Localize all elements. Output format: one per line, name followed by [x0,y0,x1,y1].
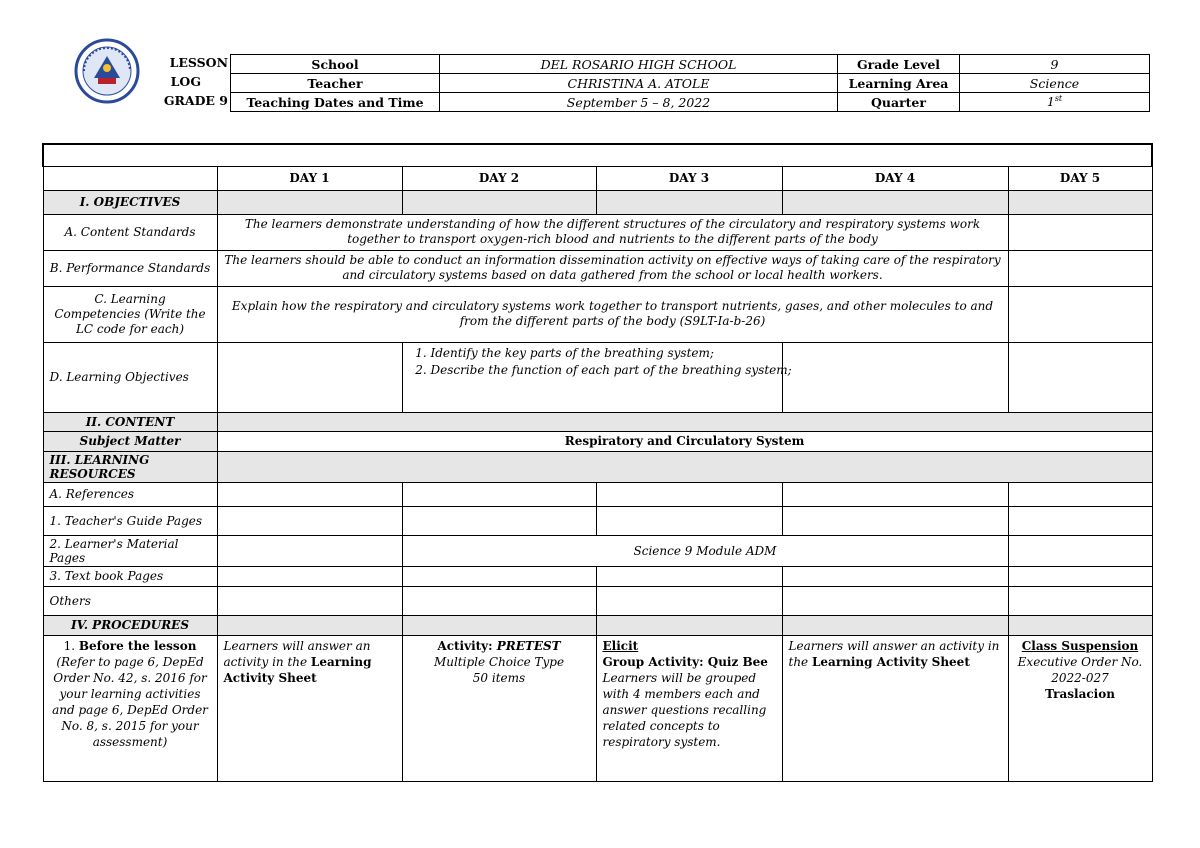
procedures-heading: IV. PROCEDURES [43,615,217,635]
day-1-header: DAY 1 [217,166,402,190]
day3-elicit-title: Elicit [602,638,639,653]
day4-activity-text: Learners will answer an activity in the [788,638,1000,669]
before-lesson-day1 [217,635,402,781]
learning-objectives-day5 [1008,342,1152,412]
dates-label: Teaching Dates and Time [231,93,440,112]
day1-activity-sheet: Learning Activity Sheet [223,654,372,685]
day-header-row [43,166,1152,190]
procedures-day4 [782,615,1008,635]
lm-pages-value: Science 9 Module ADM [402,535,1008,566]
subject-matter-label: Subject Matter [43,431,217,451]
procedures-day2 [402,615,596,635]
learning-area-value: Science [960,74,1150,93]
content-standards-day5 [1008,214,1152,250]
before-lesson-day2 [402,635,596,781]
grade-level-value: 9 [960,55,1150,74]
lm-pages-day1 [217,535,402,566]
day2-test-type: Multiple Choice Type [433,654,565,669]
tg-pages-row [43,506,1152,535]
day1-activity-text: Learners will answer an activity in the [223,638,371,669]
competencies-text: Explain how the respiratory and circulatory systems work together to transport nutrients, gases, and other molecules to and from the different parts of the body (S9LT-Ia-b-26) [217,286,1008,342]
others-label: Others [43,586,217,615]
content-heading-row [43,412,1152,431]
day4-activity-sheet: Learning Activity Sheet [811,654,970,669]
before-lesson-day4 [782,635,1008,781]
references-day2 [402,482,596,506]
tg-pages-day2 [402,506,596,535]
others-row [43,586,1152,615]
day-header-empty [43,166,217,190]
lesson-line-2: LOG [170,74,201,89]
day-4-header: DAY 4 [782,166,1008,190]
school-label: School [231,55,440,74]
subject-matter-row [43,431,1152,451]
procedures-heading-row [43,615,1152,635]
lm-pages-label: 2. Learner's Material Pages [43,535,217,566]
subject-matter-value: Respiratory and Circulatory System [217,431,1152,451]
quarter-value [960,93,1150,112]
others-day4 [782,586,1008,615]
before-lesson-label [43,635,217,781]
performance-standards-row [43,250,1152,286]
lesson-line-1: LESSON [169,55,228,70]
procedures-day1 [217,615,402,635]
grade-level-label: Grade Level [838,55,960,74]
day-3-header: DAY 3 [596,166,782,190]
references-day3 [596,482,782,506]
tg-pages-day4 [782,506,1008,535]
before-lesson-title: Before the lesson [78,638,197,653]
before-lesson-day3 [596,635,782,781]
learning-objectives-day1 [217,342,402,412]
teacher-value: CHRISTINA A. ATOLE [440,74,838,93]
day2-item-count: 50 items [472,670,526,685]
deped-seal-icon [74,38,140,104]
before-lesson-row [43,635,1152,781]
content-standards-label: A. Content Standards [43,214,217,250]
learning-objectives-day2-3 [402,342,792,412]
textbook-day1 [217,566,402,586]
day-5-header: DAY 5 [1008,166,1152,190]
school-value: DEL ROSARIO HIGH SCHOOL [440,55,838,74]
textbook-day4 [782,566,1008,586]
others-day2 [402,586,596,615]
header-row-school [231,55,1150,74]
tg-pages-day3 [596,506,782,535]
procedures-day5 [1008,615,1152,635]
others-day3 [596,586,782,615]
learning-area-label: Learning Area [838,74,960,93]
learning-objectives-list [431,345,801,379]
before-lesson-day5 [1008,635,1152,781]
dates-value: September 5 – 8, 2022 [440,93,838,112]
references-label: A. References [43,482,217,506]
resources-heading-span [217,451,1152,482]
objectives-day3 [596,190,782,214]
lm-pages-row [43,535,1152,566]
others-day5 [1008,586,1152,615]
day2-activity-prefix: Activity: [437,638,497,653]
quarter-suffix: st [1054,94,1063,104]
tg-pages-day1 [217,506,402,535]
before-lesson-number: 1. [63,638,79,653]
resources-heading: III. LEARNING RESOURCES [43,451,217,482]
competencies-row [43,286,1152,342]
others-day1 [217,586,402,615]
content-standards-row [43,214,1152,250]
objectives-heading-row [43,190,1152,214]
learning-objective-item: 2. Describe the function of each part of the breathing system; [431,362,801,379]
objectives-day2 [402,190,596,214]
procedures-day3 [596,615,782,635]
performance-standards-day5 [1008,250,1152,286]
quarter-label: Quarter [838,93,960,112]
references-day1 [217,482,402,506]
references-day5 [1008,482,1152,506]
textbook-row [43,566,1152,586]
lesson-line-3: GRADE 9 [163,93,228,108]
references-day4 [782,482,1008,506]
day3-group-activity: Group Activity: Quiz Bee [602,654,768,669]
textbook-label: 3. Text book Pages [43,566,217,586]
performance-standards-label: B. Performance Standards [43,250,217,286]
objectives-heading: I. OBJECTIVES [43,190,217,214]
content-standards-text: The learners demonstrate understanding of how the different structures of the circulatory and respiratory systems work together to transport oxygen-rich blood and nutrients to the different parts of the body [217,214,1008,250]
competencies-label: C. Learning Competencies (Write the LC code for each) [43,286,217,342]
tg-pages-label: 1. Teacher's Guide Pages [43,506,217,535]
learning-objectives-day4 [782,342,1008,412]
lm-pages-day5 [1008,535,1152,566]
textbook-day5 [1008,566,1152,586]
references-row [43,482,1152,506]
day-2-header: DAY 2 [402,166,596,190]
objectives-day1 [217,190,402,214]
teacher-label: Teacher [231,74,440,93]
lesson-log-title [140,54,228,111]
day5-executive-order: Executive Order No. 2022-027 [1017,654,1143,685]
performance-standards-text: The learners should be able to conduct an information dissemination activity on effective ways of taking care of the respiratory and circulatory systems based on data gathered from the school or local health workers. [217,250,1008,286]
day2-activity-name: PRETEST [496,638,561,653]
content-heading-span [217,412,1152,431]
quarter-number: 1 [1046,94,1055,110]
objectives-day4 [782,190,1008,214]
objectives-day5 [1008,190,1152,214]
competencies-day5 [1008,286,1152,342]
blank-row [43,144,1152,166]
learning-objectives-label: D. Learning Objectives [43,342,217,412]
textbook-day3 [596,566,782,586]
tg-pages-day5 [1008,506,1152,535]
day3-activity-description: Learners will be grouped with 4 members each and answer questions recalling related concepts to respiratory system. [602,670,767,749]
learning-objectives-row [43,342,1152,412]
content-heading: II. CONTENT [43,412,217,431]
before-lesson-note: (Refer to page 6, DepEd Order No. 42, s. 2016 for your learning activities and page 6, DepEd Order No. 8, s. 2015 for your assessment) [52,654,208,749]
learning-objective-item: 1. Identify the key parts of the breathing system; [431,345,801,362]
day5-traslacion: Traslacion [1045,686,1115,701]
header-info-table [230,54,1150,112]
blank-cell [43,144,1152,166]
resources-heading-row [43,451,1152,482]
lesson-log-table [42,143,1153,782]
day5-suspension-title: Class Suspension [1021,638,1139,653]
header-row-teacher [231,74,1150,93]
textbook-day2 [402,566,596,586]
header-row-dates [231,93,1150,112]
